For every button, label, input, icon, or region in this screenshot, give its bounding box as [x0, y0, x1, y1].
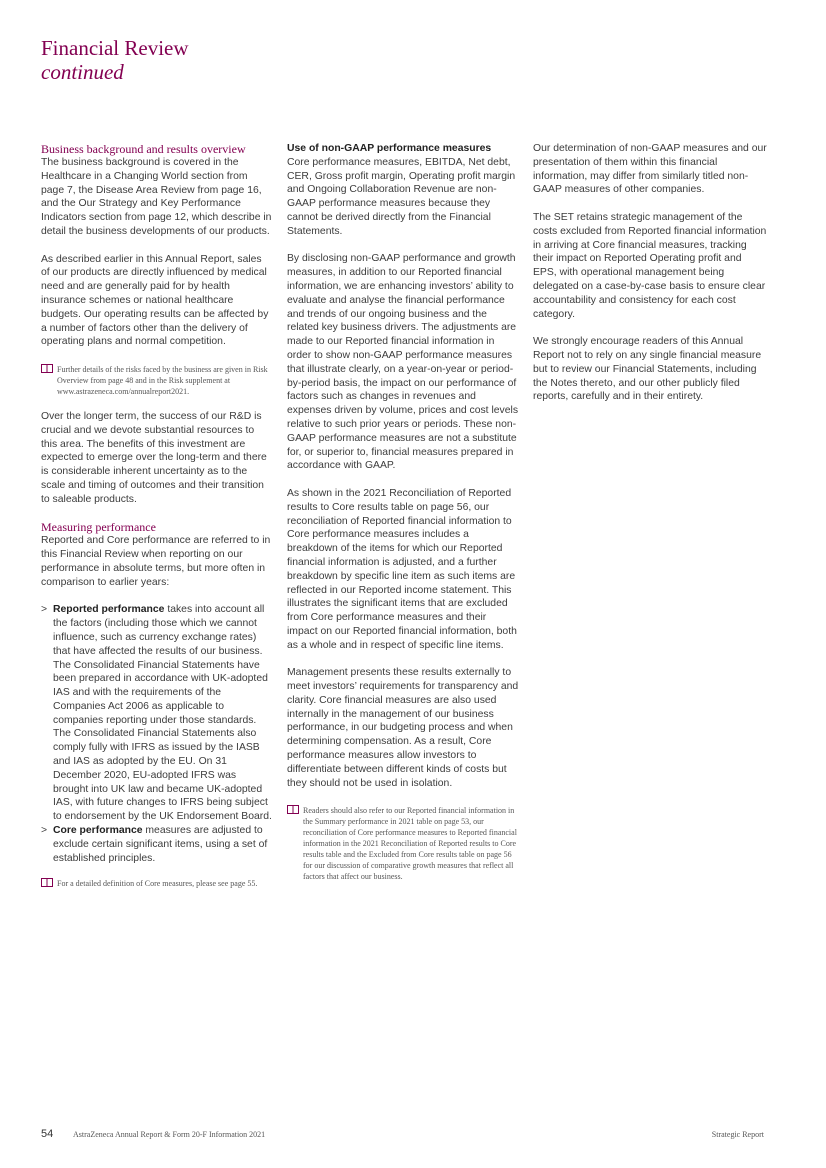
column-3	[533, 142, 768, 418]
paragraph: The SET retains strategic management of the costs excluded from Reported financial information in arriving at Core financial measures, tracking their impact on Reported Operating profit and EPS, with operational management being delegated on a case-by-case basis to ensure clear accountability and consistency for each cost category.	[533, 211, 767, 320]
paragraph: Reported and Core performance are referred to in this Financial Review when reporting on our performance in absolute terms, but more often in comparison to earlier years:	[41, 535, 271, 588]
page-number: 54	[41, 1128, 54, 1140]
list-item	[41, 824, 273, 865]
bullet-term: Core performance	[53, 825, 143, 837]
section-heading-non-gaap: Use of non-GAAP performance measures	[287, 143, 492, 154]
paragraph: Our determination of non-GAAP measures and our presentation of them within this financial information, may differ from similarly titled non-GAAP measures of other companies.	[533, 143, 767, 196]
section-heading-measuring-performance: Measuring performance	[41, 520, 156, 535]
book-icon	[41, 364, 53, 373]
book-icon	[41, 878, 53, 887]
bullet-term: Reported performance	[53, 604, 165, 616]
paragraph: The business background is covered in the Healthcare in a Changing World section from page 7, the Disease Area Review from page 16, and the Our Strategy and Key Performance Indicators section from page 12, which describe in detail the business developments of our products.	[41, 157, 272, 237]
bullet-marker: >	[41, 604, 48, 616]
section-label: Strategic Report	[711, 1130, 764, 1139]
note-text: Further details of the risks faced by the business are given in Risk Overview from page 48 and in the Risk supplement at www.astrazeneca.com/annualreport2021.	[57, 364, 268, 396]
paragraph: Over the longer term, the success of our R&D is crucial and we devote substantial resources to this area. The benefits of this investment are expected to emerge over the long-term and there is considerable inherent uncertainty as to the scale and timing of outcomes and their transition to saleable products.	[41, 410, 267, 505]
column-2	[287, 142, 519, 895]
paragraph: As described earlier in this Annual Report, sales of our products are directly influenced by medical need and are generally paid for by health insurance schemes or national healthcare budgets. Our operating results can be affected by a number of factors other than the delivery of operating plans and normal competition.	[41, 253, 269, 348]
page-subtitle: continued	[41, 60, 124, 84]
paragraph: Core performance measures, EBITDA, Net debt, CER, Gross profit margin, Operating profit margin and Ongoing Collaboration Revenue are non-GAAP performance measures because they cannot be derived directly from the Financial Statements.	[287, 156, 516, 237]
report-title: AstraZeneca Annual Report & Form 20-F Information 2021	[73, 1130, 266, 1139]
paragraph: Management presents these results externally to meet investors’ requirements for transparency and clarity. Core financial measures are also used internally in the management of our business performance, in our budgeting process and when determining compensation. As a result, Core performance measures allow investors to differentiate between different kinds of costs but they should not be used in isolation.	[287, 667, 519, 789]
bullet-text: takes into account all the factors (including those which we cannot influence, such as currency exchange rates) that have affected the results of our business. The Consolidated Financial Statements have been prepared in accordance with UK-adopted IAS and with the requirements of the Companies Act 2006 as applicable to companies reporting under those standards. The Consolidated Financial Statements also comply fully with IFRS as issued by the IASB and IAS as adopted by the EU. On 31 December 2020, EU-adopted IFRS was brought into UK law and became UK-adopted IAS, with future changes to IFRS being subject to endorsement by the UK Endorsement Board.	[53, 604, 272, 823]
paragraph: As shown in the 2021 Reconciliation of Reported results to Core results table on page 56, our reconciliation of Reported financial information to Core performance measures includes a breakdown of the items for which our Reported financial information is adjusted, and a further breakdown by specific line item as such items are reflected in our Reported income statement. This illustrates the significant items that are excluded from Core performance measures and their impact on our Reported financial information, both as a whole and in respect of specific line items.	[287, 487, 517, 651]
cross-reference-note	[287, 804, 519, 882]
section-heading-business-background: Business background and results overview	[41, 142, 246, 156]
cross-reference-note	[41, 363, 273, 397]
note-text: Readers should also refer to our Reported financial information in the Summary performance in 2021 table on page 53, our reconciliation of Core performance measures to Reported financial information in the 2021 Reconciliation of Reported results to Core results table and the Excluded from Core results table on page 56 for our discussion of comparative growth measures that reflect all factors that affect our business.	[303, 806, 517, 882]
book-icon	[287, 805, 299, 814]
bullet-text: measures are adjusted to exclude certain significant items, using a set of established principles.	[53, 825, 268, 864]
list-item	[41, 603, 273, 824]
paragraph: We strongly encourage readers of this Annual Report not to rely on any single financial measure but to review our Financial Statements, including the Notes thereto, and our other publicly filed reports, carefully and in their entirety.	[533, 336, 762, 403]
column-1	[41, 142, 273, 902]
cross-reference-note	[41, 877, 273, 889]
bullet-marker: >	[41, 825, 48, 837]
paragraph: By disclosing non-GAAP performance and growth measures, in addition to our Reported financial information, we are enhancing investors’ ability to evaluate and analyse the financial performance and trends of our ongoing business and the related key business drivers. The adjustments are made to our Reported financial information in order to show non-GAAP performance measures that illustrate clearly, on a year-on-year or period-by-period basis, the impact on our performance of factors such as changes in revenues and expenses driven by volume, prices and cost levels relative to such prior years or periods. These non-GAAP performance measures are not a substitute for, or superior to, financial measures prepared in accordance with GAAP.	[287, 253, 519, 472]
page-title: Financial Review	[41, 36, 189, 60]
bullet-list	[41, 603, 273, 865]
note-text: For a detailed definition of Core measures, please see page 55.	[57, 879, 258, 889]
